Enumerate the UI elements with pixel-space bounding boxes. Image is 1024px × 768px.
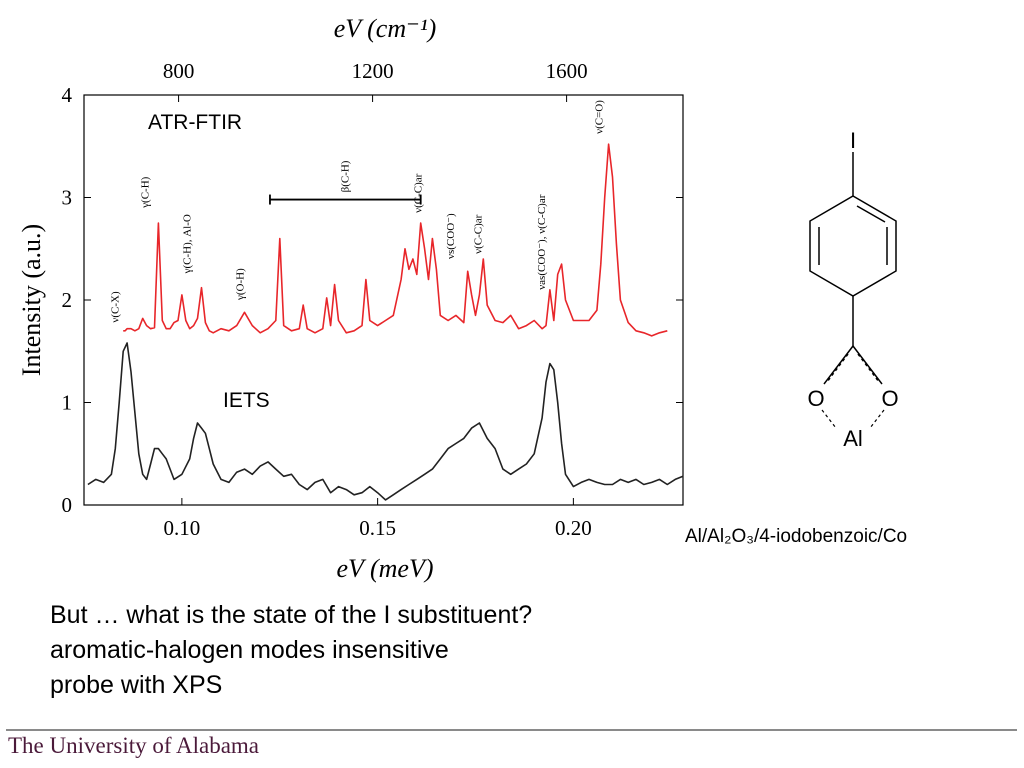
peak-annotation: νas(COO⁻), ν(C-C)ar xyxy=(536,194,549,290)
peak-annotation: β(C-H) xyxy=(339,160,352,193)
peak-annotation: γ(C-H), Al-O xyxy=(181,214,194,274)
oxygen-right-label: O xyxy=(881,386,899,411)
x-tick-label-top: 1600 xyxy=(545,59,588,83)
x-tick-label-bottom: 0.20 xyxy=(555,516,592,540)
y-tick-label: 4 xyxy=(61,83,72,107)
x-tick-label-bottom: 0.15 xyxy=(359,516,397,540)
iets-label: IETS xyxy=(223,389,270,412)
iodine-atom-label: I xyxy=(849,128,857,153)
bullet-line-2: aromatic-halogen modes insensitive xyxy=(50,636,449,664)
x-axis-label-top: eV (cm⁻¹) xyxy=(333,14,437,43)
bullet-list xyxy=(50,598,532,703)
peak-annotation: ν(C-C)ar xyxy=(472,214,485,254)
y-axis-label: Intensity (a.u.) xyxy=(17,223,46,377)
aluminum-atom-label: Al xyxy=(843,426,863,451)
oxygen-left-label: O xyxy=(807,386,825,411)
junction-caption: Al/Al₂O₃/4-iodobenzoic/Co xyxy=(685,526,908,547)
x-tick-label-bottom: 0.10 xyxy=(163,516,201,540)
series-line-atr-ftir xyxy=(123,144,667,336)
x-tick-label-top: 1200 xyxy=(351,59,394,83)
y-tick-label: 0 xyxy=(61,493,72,517)
y-tick-label: 1 xyxy=(61,390,72,415)
y-tick-label: 3 xyxy=(61,185,72,210)
x-axis-label-bottom: eV (meV) xyxy=(336,554,434,583)
plot-frame xyxy=(84,95,683,505)
peak-annotation: ν(C=O) xyxy=(593,100,606,134)
molecule-diagram xyxy=(766,124,946,454)
footer-divider xyxy=(6,729,1017,731)
peak-annotation: νs(COO⁻) xyxy=(445,213,457,259)
series-line-iets xyxy=(88,343,683,500)
bullet-line-1: But … what is the state of the I substituent? xyxy=(50,601,533,629)
y-tick-label: 2 xyxy=(61,288,72,312)
footer-institution: The University of Alabama xyxy=(8,733,260,758)
peak-annotation: ν(C-X) xyxy=(109,291,122,323)
peak-annotation: ν(C-C)ar xyxy=(412,173,425,213)
peak-annotation: γ(C-H) xyxy=(139,176,152,208)
x-tick-label-top: 800 xyxy=(162,59,195,83)
peak-annotation: γ(O-H) xyxy=(234,268,247,300)
bullet-line-3: probe with XPS xyxy=(50,671,223,699)
atr-ftir-label: ATR-FTIR xyxy=(148,111,243,134)
